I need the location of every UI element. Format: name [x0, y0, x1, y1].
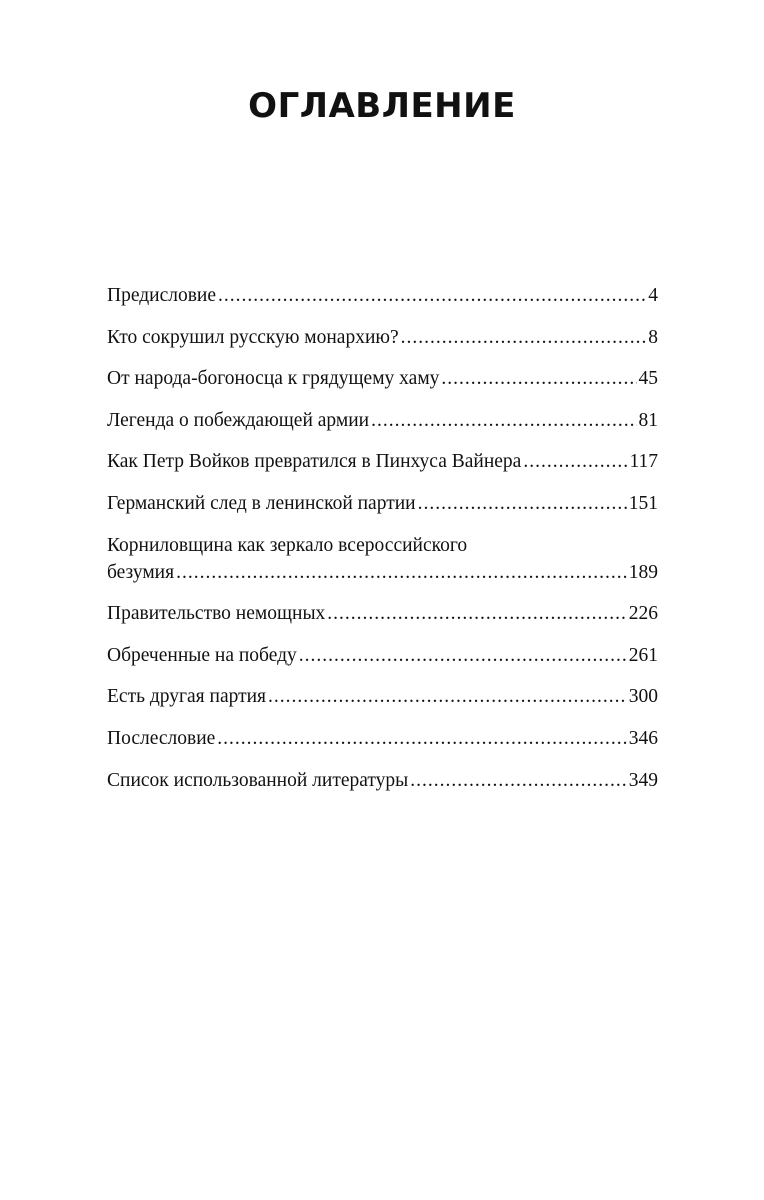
- page-title: ОГЛАВЛЕНИЕ: [248, 86, 516, 126]
- dot-leader: [217, 725, 626, 752]
- toc-entry-page: 226: [628, 603, 658, 625]
- toc-entry-title: Как Петр Войков превратился в Пинхуса Вайнера: [107, 451, 522, 473]
- toc-entry-page: 117: [629, 451, 658, 473]
- dot-leader: [268, 683, 627, 710]
- toc-entry-title: Правительство немощных: [107, 603, 326, 625]
- toc-entry-title: Обреченные на победу: [107, 644, 297, 666]
- toc-entry-title: Легенда о побеждающей армии: [107, 409, 370, 431]
- toc-entry-title: Германский след в ленинской партии: [107, 492, 416, 514]
- toc-entry-page: 349: [628, 769, 658, 791]
- table-of-contents: [107, 282, 658, 808]
- toc-entry-title: Послесловие: [107, 727, 216, 749]
- dot-leader: [299, 642, 627, 669]
- dot-leader: [441, 365, 636, 392]
- dot-leader: [371, 407, 636, 434]
- toc-entry-page: 81: [638, 409, 658, 431]
- dot-leader: [410, 767, 626, 794]
- dot-leader: [327, 600, 626, 627]
- toc-entry: [107, 725, 658, 752]
- toc-entry-page: 45: [638, 368, 658, 390]
- toc-entry-page: 4: [648, 285, 658, 306]
- toc-entry: [107, 767, 658, 794]
- dot-leader: [523, 448, 627, 475]
- toc-entry: [107, 407, 658, 434]
- toc-entry-page: 346: [628, 727, 658, 749]
- dot-leader: [401, 324, 647, 351]
- toc-entry: [107, 448, 658, 475]
- toc-entry: [107, 532, 658, 586]
- toc-entry: [107, 600, 658, 627]
- toc-entry-page: 189: [628, 561, 658, 583]
- toc-entry: [107, 282, 658, 309]
- toc-entry: [107, 324, 658, 351]
- toc-entry-title: Кто сокрушил русскую монархию?: [107, 326, 399, 348]
- dot-leader: [418, 490, 627, 517]
- toc-entry: [107, 490, 658, 517]
- toc-entry-title-line1: Корниловщина как зеркало всероссийского: [107, 534, 468, 556]
- dot-leader: [218, 282, 646, 309]
- toc-entry-title: Есть другая партия: [107, 686, 267, 708]
- toc-entry-title: Предисловие: [107, 285, 217, 306]
- toc-entry-page: 300: [628, 686, 658, 708]
- toc-entry-title: От народа-богоносца к грядущему хаму: [107, 368, 440, 390]
- toc-entry: [107, 365, 658, 392]
- toc-entry-page: 261: [628, 644, 658, 666]
- toc-entry: [107, 642, 658, 669]
- toc-entry-page: 151: [628, 492, 658, 514]
- toc-entry: [107, 683, 658, 710]
- dot-leader: [176, 559, 627, 586]
- toc-entry-title: Список использованной литературы: [107, 769, 409, 791]
- toc-entry-title-line2: безумия: [107, 561, 175, 583]
- toc-entry-page: 8: [648, 326, 658, 348]
